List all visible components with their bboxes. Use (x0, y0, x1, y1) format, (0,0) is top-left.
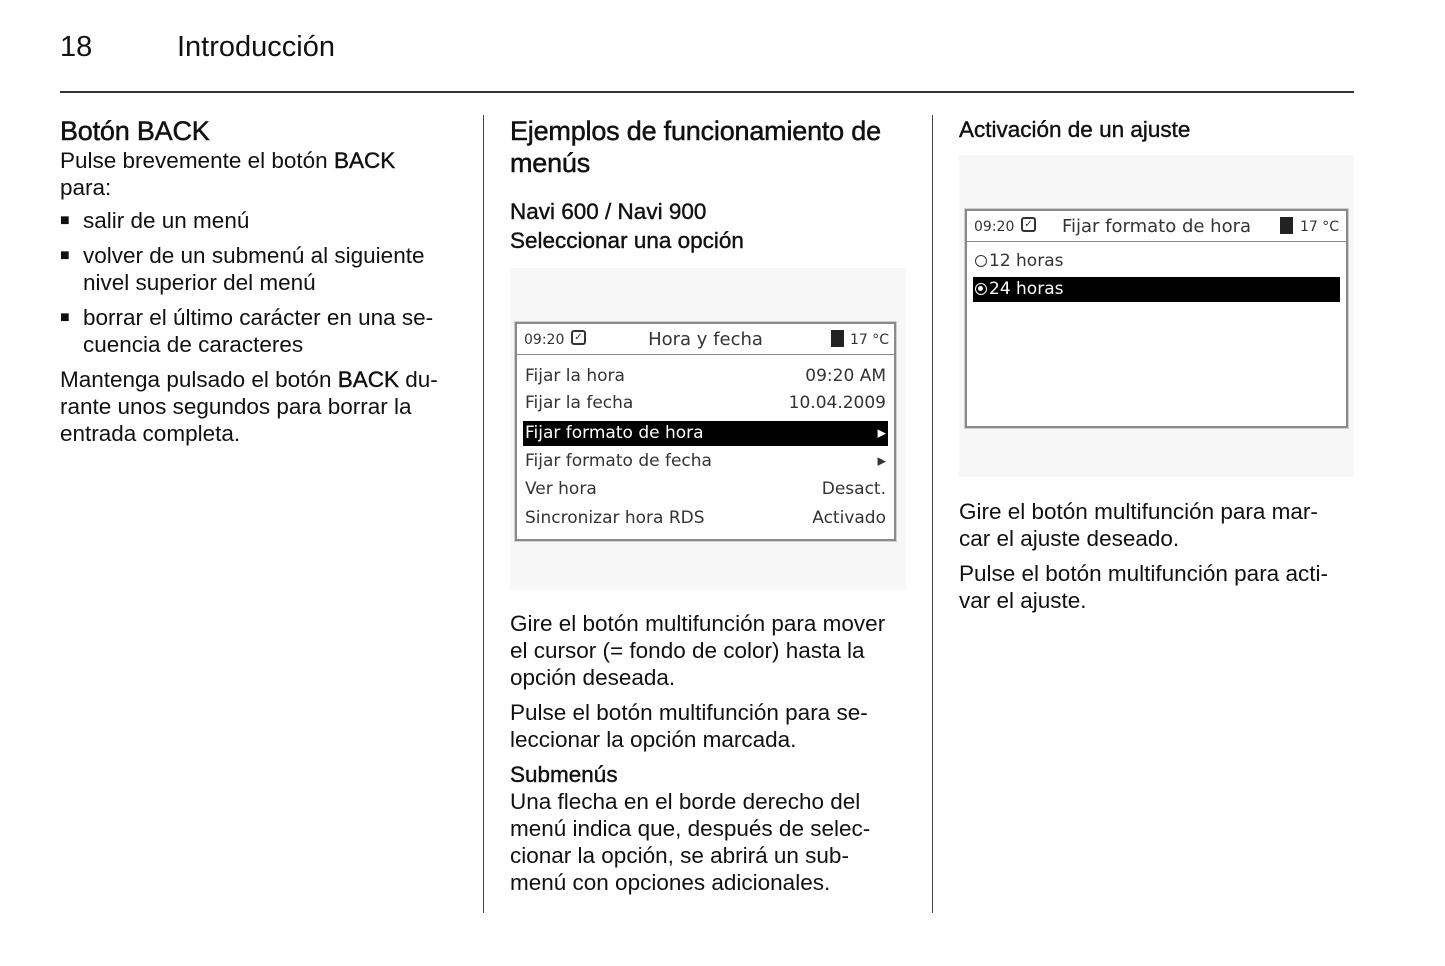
list-item: ■ salir de un menú (60, 207, 460, 234)
mark-instruction: Gire el botón multifunción para mar- car el ajuste deseado. (959, 499, 1318, 551)
radio-option-selected[interactable]: 24 horas (973, 277, 1340, 302)
menu-row[interactable]: Fijar formato de fecha ▸ (523, 449, 888, 474)
navi-model-subheading: Navi 600 / Navi 900 (510, 199, 707, 224)
clock-time: 09:20 (974, 219, 1015, 235)
column-menu-examples-text (510, 610, 910, 896)
clock-time: 09:20 (524, 332, 565, 348)
column-activate-setting (959, 115, 1359, 144)
menu-row[interactable]: Ver hora Desact. (525, 479, 886, 499)
back-hold-text: Mantenga pulsado el botón BACK du- rante unos segundos para borrar la entrada completa. (60, 367, 438, 446)
clock-icon: ✓ (1021, 217, 1036, 232)
column-menu-examples (510, 115, 910, 255)
activate-instruction: Pulse el botón multifunción para acti- var el ajuste. (959, 561, 1328, 613)
press-instruction: Pulse el botón multifunción para se- leccionar la opción marcada. (510, 700, 868, 752)
submenus-text: Una flecha en el borde derecho del menú indica que, después de selec- cionar la opción, se abrirá un sub- menú con opciones adicionales. (510, 789, 871, 895)
screen-title: Hora y fecha (648, 329, 763, 350)
column-divider (483, 115, 484, 913)
back-intro: Pulse brevemente el botón BACK para: (60, 148, 396, 200)
menu-row[interactable]: Sincronizar hora RDS Activado (525, 508, 886, 528)
column-back-button (60, 115, 460, 447)
thermometer-icon (831, 330, 844, 347)
radio-unselected-icon (975, 255, 987, 267)
screen-title: Fijar formato de hora (1061, 216, 1252, 237)
back-key: BACK (337, 367, 399, 392)
list-item: ■ borrar el último carácter en una se- cuencia de caracteres (60, 304, 460, 358)
menu-examples-heading: Ejemplos de funcionamiento de menús (510, 116, 881, 178)
display-screen (515, 322, 896, 541)
menu-row[interactable]: Fijar la hora 09:20 AM (525, 366, 886, 386)
screen-status-bar (967, 211, 1346, 242)
rotate-instruction: Gire el botón multifunción para mover el cursor (= fondo de color) hasta la opción deseada. (510, 611, 886, 690)
display-screen (965, 209, 1348, 428)
submenus-subheading: Submenús (510, 762, 618, 787)
radio-selected-icon (975, 283, 987, 295)
back-heading: Botón BACK (60, 116, 210, 146)
page-header (60, 28, 1354, 88)
menu-row[interactable]: Fijar la fecha 10.04.2009 (525, 393, 886, 413)
temperature: 17 °C (1300, 219, 1340, 235)
section-title: Introducción (177, 31, 335, 63)
figure-formato-hora (959, 155, 1354, 477)
figure-hora-y-fecha (510, 268, 906, 590)
radio-option[interactable]: 12 horas (973, 249, 1340, 274)
back-bullet-list (60, 207, 460, 358)
list-item: ■ volver de un submenú al siguiente nivel superior del menú (60, 242, 460, 296)
column-activate-text (959, 498, 1359, 614)
submenu-arrow-icon: ▸ (877, 423, 886, 443)
clock-icon: ✓ (571, 330, 586, 345)
select-option-subheading: Seleccionar una opción (510, 228, 744, 253)
header-rule (60, 91, 1354, 93)
back-key: BACK (333, 148, 396, 173)
activate-heading: Activación de un ajuste (959, 117, 1191, 142)
menu-row-selected[interactable]: Fijar formato de hora ▸ (523, 421, 888, 446)
submenu-arrow-icon: ▸ (877, 451, 886, 471)
temperature: 17 °C (850, 332, 890, 348)
column-divider (932, 115, 933, 913)
thermometer-icon (1280, 217, 1293, 234)
page-number: 18 (60, 31, 93, 63)
screen-status-bar (517, 324, 894, 355)
